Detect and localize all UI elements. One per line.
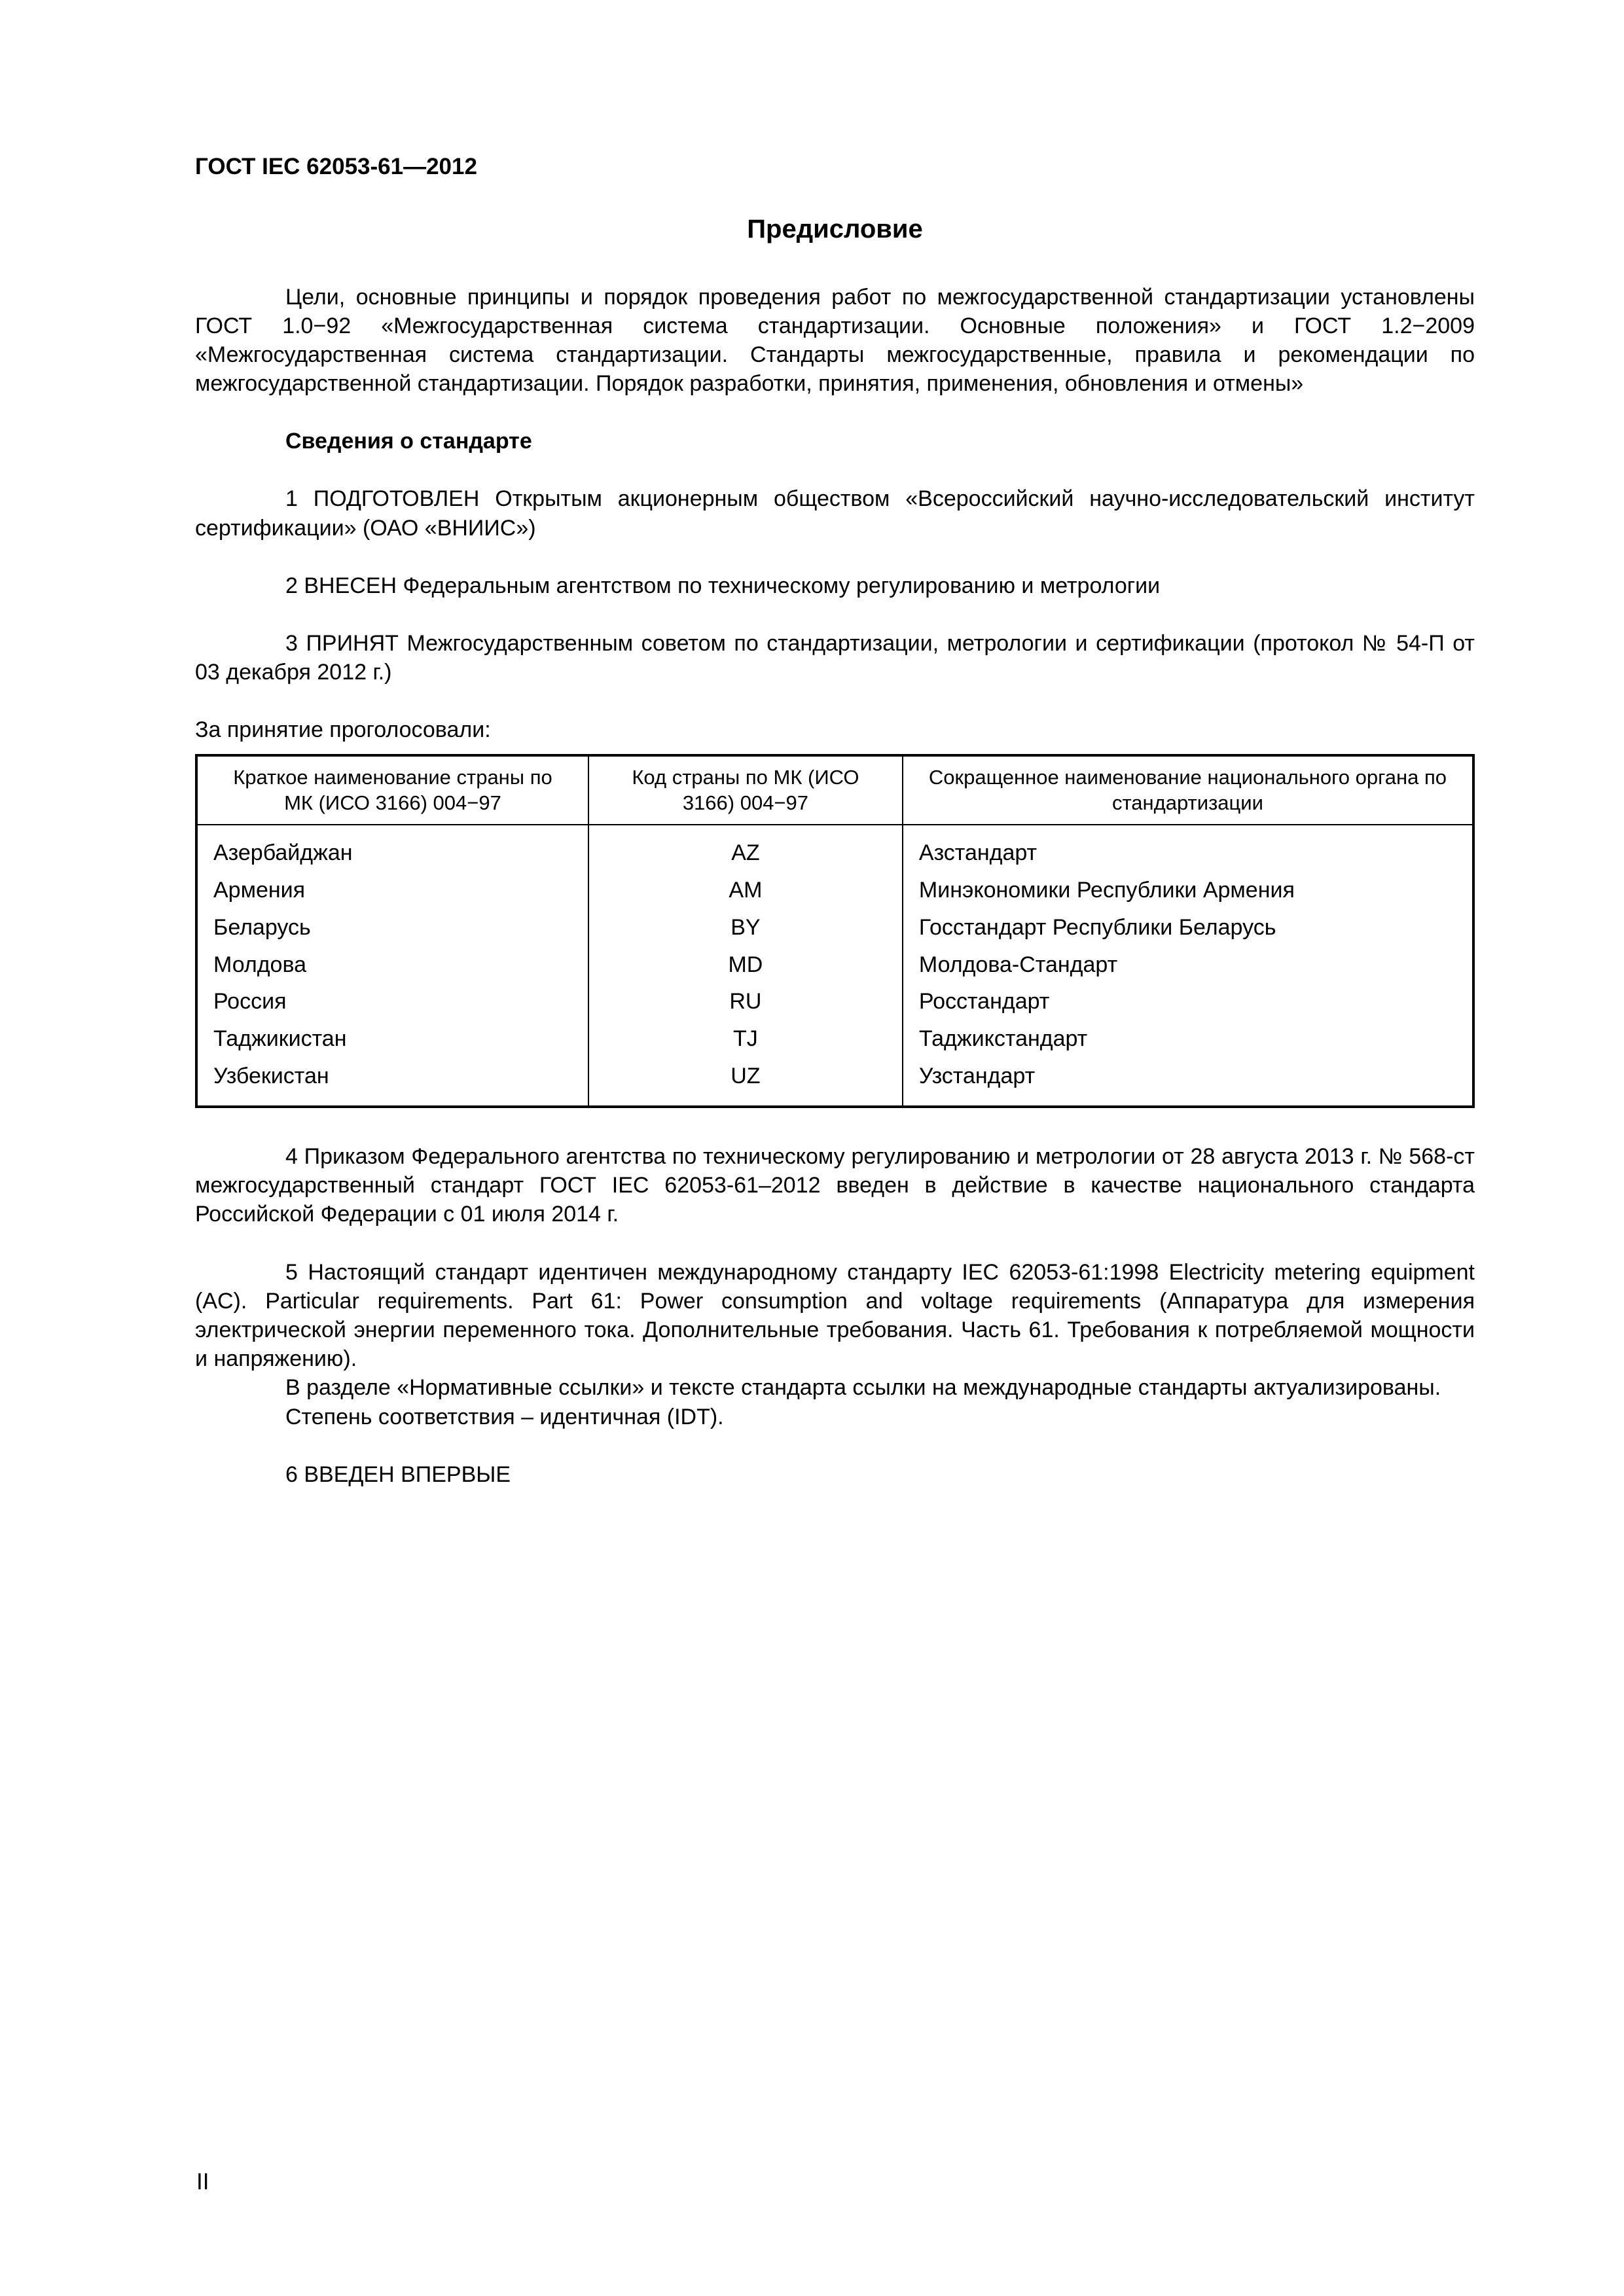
table-row xyxy=(196,872,1473,909)
cell-code: TJ xyxy=(588,1020,903,1058)
cell-org: Узстандарт xyxy=(903,1058,1473,1107)
cell-country: Армения xyxy=(196,872,588,909)
paragraph-item-6: 6 ВВЕДЕН ВПЕРВЫЕ xyxy=(285,1462,511,1487)
document-number: ГОСТ IEC 62053-61—2012 xyxy=(195,154,477,179)
table-row xyxy=(196,825,1473,872)
cell-code: AZ xyxy=(588,825,903,872)
page-title: Предисловие xyxy=(747,214,923,243)
table-header-code: Код страны по МК (ИСО 3166) 004−97 xyxy=(588,755,903,825)
cell-org: Росстандарт xyxy=(903,983,1473,1020)
cell-org: Минэкономики Республики Армения xyxy=(903,872,1473,909)
cell-country: Россия xyxy=(196,983,588,1020)
table-header-row xyxy=(196,755,1473,825)
cell-country: Молдова xyxy=(196,946,588,984)
voting-table xyxy=(195,754,1475,1108)
paragraph-intro: Цели, основные принципы и порядок проведения работ по межгосударственной стандартизации установлены ГОСТ 1.0−92 «Межгосударственная система стандартизации. Основные положения» и ГОСТ 1.2−2009 «Межгосударственная система стандартизации. Стандарты межгосударственные, правила и рекомендации по межгосударственной стандартизации. Порядок разработки, принятия, применения, обновления и отмены» xyxy=(195,284,1475,397)
cell-country: Таджикистан xyxy=(196,1020,588,1058)
cell-org: Молдова-Стандарт xyxy=(903,946,1473,984)
paragraph-item-2: 2 ВНЕСЕН Федеральным агентством по техническому регулированию и метрологии xyxy=(285,573,1161,598)
cell-code: RU xyxy=(588,983,903,1020)
paragraph-item-1: 1 ПОДГОТОВЛЕН Открытым акционерным обществом «Всероссийский научно-исследовательский институт сертификации» (ОАО «ВНИИС») xyxy=(195,486,1475,541)
paragraph-item-5: 5 Настоящий стандарт идентичен международному стандарту IEC 62053-61:1998 Electricity metering equipment (AC). Particular requirements. Part 61: Power consumption and voltage requirements (Аппаратура для измерения электрической энергии переменного тока. Дополнительные требования. Часть 61. Требования к потребляемой мощности и напряжению). xyxy=(195,1259,1475,1372)
paragraph-references-note: В разделе «Нормативные ссылки» и тексте стандарта ссылки на международные стандарты актуализированы. xyxy=(285,1375,1441,1401)
table-row xyxy=(196,946,1473,984)
table-row xyxy=(196,1058,1473,1107)
section-heading-standard-info: Сведения о стандарте xyxy=(285,429,532,454)
cell-code: MD xyxy=(588,946,903,984)
table-header-country: Краткое наименование страны по МК (ИСО 3166) 004−97 xyxy=(196,755,588,825)
cell-country: Узбекистан xyxy=(196,1058,588,1107)
cell-country: Азербайджан xyxy=(196,825,588,872)
cell-org: Таджикстандарт xyxy=(903,1020,1473,1058)
table-row xyxy=(196,1020,1473,1058)
cell-code: UZ xyxy=(588,1058,903,1107)
voting-intro-line: За принятие проголосовали: xyxy=(195,717,491,743)
cell-code: AM xyxy=(588,872,903,909)
cell-country: Беларусь xyxy=(196,909,588,946)
page-number: II xyxy=(196,2168,209,2195)
paragraph-item-4: 4 Приказом Федерального агентства по техническому регулированию и метрологии от 28 августа 2013 г. № 568-ст межгосударственный стандарт ГОСТ IEC 62053-61–2012 введен в действие в качестве национального стандарта Российской Федерации с 01 июля 2014 г. xyxy=(195,1144,1475,1227)
paragraph-item-3: 3 ПРИНЯТ Межгосударственным советом по стандартизации, метрологии и сертификации (протокол № 54-П от 03 декабря 2012 г.) xyxy=(195,631,1475,685)
table-row xyxy=(196,909,1473,946)
paragraph-compliance-note: Степень соответствия – идентичная (IDT). xyxy=(285,1404,724,1429)
cell-org: Госстандарт Республики Беларусь xyxy=(903,909,1473,946)
cell-code: BY xyxy=(588,909,903,946)
table-header-org: Сокращенное наименование национального органа по стандартизации xyxy=(903,755,1473,825)
table-row xyxy=(196,983,1473,1020)
cell-org: Азстандарт xyxy=(903,825,1473,872)
